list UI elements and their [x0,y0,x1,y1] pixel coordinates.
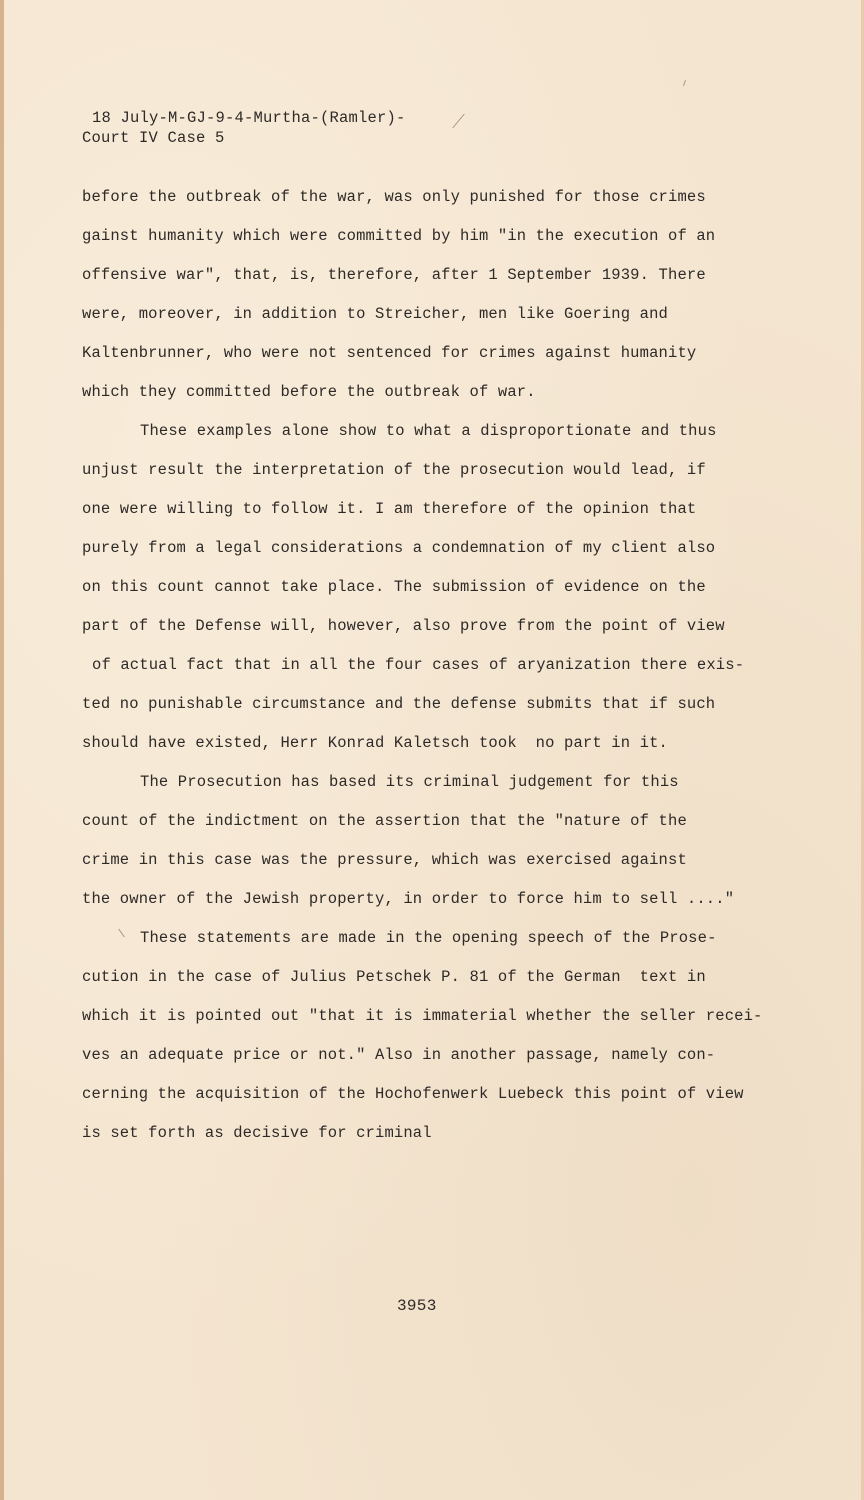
document-header [82,108,406,148]
text-line: of actual fact that in all the four cases of aryanization there exis- [92,656,745,674]
text-line: is set forth as decisive for criminal [82,1124,432,1142]
text-line: before the outbreak of the war, was only punished for those crimes [82,188,706,206]
pencil-mark [452,114,464,128]
page-edge-left [0,0,4,1500]
pencil-mark [683,80,686,86]
document-body [82,185,782,1160]
text-line: offensive war", that, is, therefore, after 1 September 1939. There [82,266,706,284]
text-line: gainst humanity which were committed by him "in the execution of an [82,227,716,245]
text-line: cution in the case of Julius Petschek P. 81 of the German text in [82,968,706,986]
text-line: part of the Defense will, however, also prove from the point of view [82,617,725,635]
paragraph-first-line: These statements are made in the opening speech of the Prose- [140,929,717,947]
text-line: count of the indictment on the assertion that the "nature of the [82,812,687,830]
text-line: ves an adequate price or not." Also in another passage, namely con- [82,1046,716,1064]
header-line-1: 18 July-M-GJ-9-4-Murtha-(Ramler)- [92,109,406,127]
text-line: which they committed before the outbreak of war. [82,383,536,401]
text-line: which it is pointed out "that it is immaterial whether the seller recei- [82,1007,763,1025]
text-line: should have existed, Herr Konrad Kaletsch took no part in it. [82,734,668,752]
text-line: were, moreover, in addition to Streicher, men like Goering and [82,305,668,323]
page-number: 3953 [397,1297,437,1315]
text-line: unjust result the interpretation of the prosecution would lead, if [82,461,706,479]
text-line: cerning the acquisition of the Hochofenwerk Luebeck this point of view [82,1085,744,1103]
text-line: the owner of the Jewish property, in order to force him to sell ...." [82,890,735,908]
text-line: crime in this case was the pressure, which was exercised against [82,851,687,869]
paragraph-first-line: The Prosecution has based its criminal judgement for this [140,773,679,791]
text-line: Kaltenbrunner, who were not sentenced for crimes against humanity [82,344,697,362]
header-line-2: Court IV Case 5 [82,129,225,147]
paragraph-first-line: These examples alone show to what a disproportionate and thus [140,422,717,440]
text-line: ted no punishable circumstance and the defense submits that if such [82,695,716,713]
text-line: one were willing to follow it. I am therefore of the opinion that [82,500,697,518]
text-line: on this count cannot take place. The submission of evidence on the [82,578,706,596]
text-line: purely from a legal considerations a condemnation of my client also [82,539,716,557]
